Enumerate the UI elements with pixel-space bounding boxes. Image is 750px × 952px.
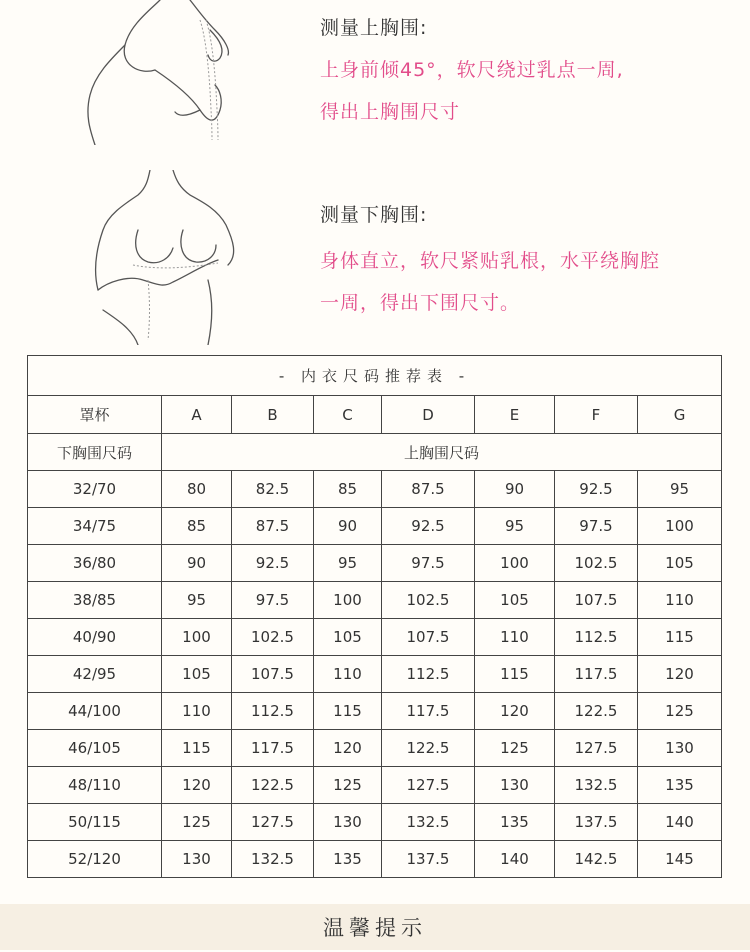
bust-size-cell: 120 [162, 767, 232, 804]
bust-size-cell: 110 [475, 619, 555, 656]
upper-bust-illustration [80, 0, 250, 145]
bust-size-cell: 112.5 [382, 656, 475, 693]
bust-size-cell: 107.5 [555, 582, 638, 619]
bust-size-cell: 137.5 [555, 804, 638, 841]
bust-size-cell: 95 [314, 545, 382, 582]
bust-size-cell: 115 [475, 656, 555, 693]
bust-size-cell: 125 [638, 693, 722, 730]
cup-header: A [162, 396, 232, 434]
bust-size-cell: 97.5 [555, 508, 638, 545]
bust-size-cell: 135 [314, 841, 382, 878]
bust-size-cell: 125 [314, 767, 382, 804]
bust-size-cell: 132.5 [382, 804, 475, 841]
bust-size-cell: 95 [162, 582, 232, 619]
lower-bust-desc-line1: 身体直立，软尺紧贴乳根，水平绕胸腔 [320, 250, 661, 272]
band-size-cell: 50/115 [28, 804, 162, 841]
bust-size-cell: 125 [162, 804, 232, 841]
band-size-cell: 40/90 [28, 619, 162, 656]
bust-size-cell: 92.5 [555, 471, 638, 508]
table-caption: - 内衣尺码推荐表 - [28, 356, 722, 396]
bust-size-cell: 130 [638, 730, 722, 767]
table-body [28, 471, 722, 878]
table-row [28, 693, 722, 730]
bust-size-cell: 87.5 [232, 508, 314, 545]
table-row [28, 619, 722, 656]
cup-header: C [314, 396, 382, 434]
bust-size-cell: 122.5 [232, 767, 314, 804]
cup-header: D [382, 396, 475, 434]
upper-bust-title: 测量上胸围: [320, 17, 428, 39]
bust-size-cell: 127.5 [382, 767, 475, 804]
bust-size-cell: 95 [475, 508, 555, 545]
band-size-cell: 34/75 [28, 508, 162, 545]
table-row [28, 730, 722, 767]
bust-size-cell: 127.5 [555, 730, 638, 767]
lower-bust-desc-line2: 一周，得出下围尺寸。 [320, 292, 521, 314]
upper-bust-desc-line2: 得出上胸围尺寸 [320, 101, 461, 123]
bust-size-cell: 115 [162, 730, 232, 767]
band-size-cell: 46/105 [28, 730, 162, 767]
bust-size-cell: 102.5 [382, 582, 475, 619]
bust-size-cell: 127.5 [232, 804, 314, 841]
bust-size-cell: 120 [475, 693, 555, 730]
bust-size-cell: 102.5 [555, 545, 638, 582]
table-row [28, 508, 722, 545]
bust-size-cell: 97.5 [382, 545, 475, 582]
bust-size-cell: 110 [638, 582, 722, 619]
bust-size-cell: 92.5 [232, 545, 314, 582]
band-size-cell: 52/120 [28, 841, 162, 878]
table-row [28, 841, 722, 878]
table-row [28, 656, 722, 693]
bust-size-cell: 122.5 [382, 730, 475, 767]
bust-size-cell: 92.5 [382, 508, 475, 545]
cup-header: G [638, 396, 722, 434]
bust-size-cell: 90 [475, 471, 555, 508]
bust-size-cell: 110 [162, 693, 232, 730]
table-row [28, 804, 722, 841]
band-label: 下胸围尺码 [28, 434, 162, 471]
bust-size-cell: 100 [475, 545, 555, 582]
band-size-cell: 36/80 [28, 545, 162, 582]
bust-size-cell: 85 [162, 508, 232, 545]
bust-size-cell: 87.5 [382, 471, 475, 508]
bust-size-cell: 137.5 [382, 841, 475, 878]
bust-size-cell: 130 [314, 804, 382, 841]
bust-size-cell: 100 [638, 508, 722, 545]
bust-size-cell: 100 [314, 582, 382, 619]
bust-size-cell: 140 [638, 804, 722, 841]
bust-size-cell: 107.5 [232, 656, 314, 693]
cup-header-row [28, 396, 722, 434]
band-size-cell: 32/70 [28, 471, 162, 508]
bust-size-cell: 97.5 [232, 582, 314, 619]
bust-size-cell: 135 [475, 804, 555, 841]
footer-banner [0, 904, 750, 950]
bust-size-cell: 82.5 [232, 471, 314, 508]
bust-size-cell: 135 [638, 767, 722, 804]
lower-bust-title: 测量下胸围: [320, 204, 428, 226]
bust-size-cell: 125 [475, 730, 555, 767]
sub-header-row [28, 434, 722, 471]
bust-size-cell: 132.5 [232, 841, 314, 878]
bust-size-cell: 80 [162, 471, 232, 508]
bust-size-cell: 105 [638, 545, 722, 582]
bust-size-cell: 90 [314, 508, 382, 545]
table-row [28, 767, 722, 804]
bust-size-cell: 112.5 [232, 693, 314, 730]
cup-header: F [555, 396, 638, 434]
bust-size-cell: 130 [475, 767, 555, 804]
bust-size-cell: 117.5 [555, 656, 638, 693]
bust-size-cell: 105 [475, 582, 555, 619]
bust-size-cell: 102.5 [232, 619, 314, 656]
bust-size-cell: 117.5 [232, 730, 314, 767]
bust-size-cell: 115 [638, 619, 722, 656]
band-size-cell: 38/85 [28, 582, 162, 619]
bust-size-cell: 140 [475, 841, 555, 878]
size-recommendation-table [27, 355, 722, 878]
cup-label: 罩杯 [28, 396, 162, 434]
bust-size-cell: 105 [314, 619, 382, 656]
bust-size-cell: 112.5 [555, 619, 638, 656]
bust-label: 上胸围尺码 [162, 434, 722, 471]
bust-size-cell: 120 [314, 730, 382, 767]
bust-size-cell: 110 [314, 656, 382, 693]
footer-title: 温馨提示 [323, 916, 427, 940]
bust-size-cell: 107.5 [382, 619, 475, 656]
bust-size-cell: 95 [638, 471, 722, 508]
table-row [28, 471, 722, 508]
band-size-cell: 48/110 [28, 767, 162, 804]
bust-size-cell: 145 [638, 841, 722, 878]
bust-size-cell: 105 [162, 656, 232, 693]
band-size-cell: 44/100 [28, 693, 162, 730]
table-caption-row [28, 356, 722, 396]
table-row [28, 545, 722, 582]
bust-size-cell: 90 [162, 545, 232, 582]
upper-bust-desc-line1: 上身前倾45°，软尺绕过乳点一周, [320, 59, 624, 81]
bust-size-cell: 117.5 [382, 693, 475, 730]
bust-size-cell: 122.5 [555, 693, 638, 730]
bust-size-cell: 132.5 [555, 767, 638, 804]
bust-size-cell: 130 [162, 841, 232, 878]
lower-bust-illustration [78, 170, 253, 345]
cup-header: E [475, 396, 555, 434]
table-row [28, 582, 722, 619]
bust-size-cell: 100 [162, 619, 232, 656]
bust-size-cell: 85 [314, 471, 382, 508]
bust-size-cell: 115 [314, 693, 382, 730]
bust-size-cell: 120 [638, 656, 722, 693]
cup-header: B [232, 396, 314, 434]
bust-size-cell: 142.5 [555, 841, 638, 878]
band-size-cell: 42/95 [28, 656, 162, 693]
